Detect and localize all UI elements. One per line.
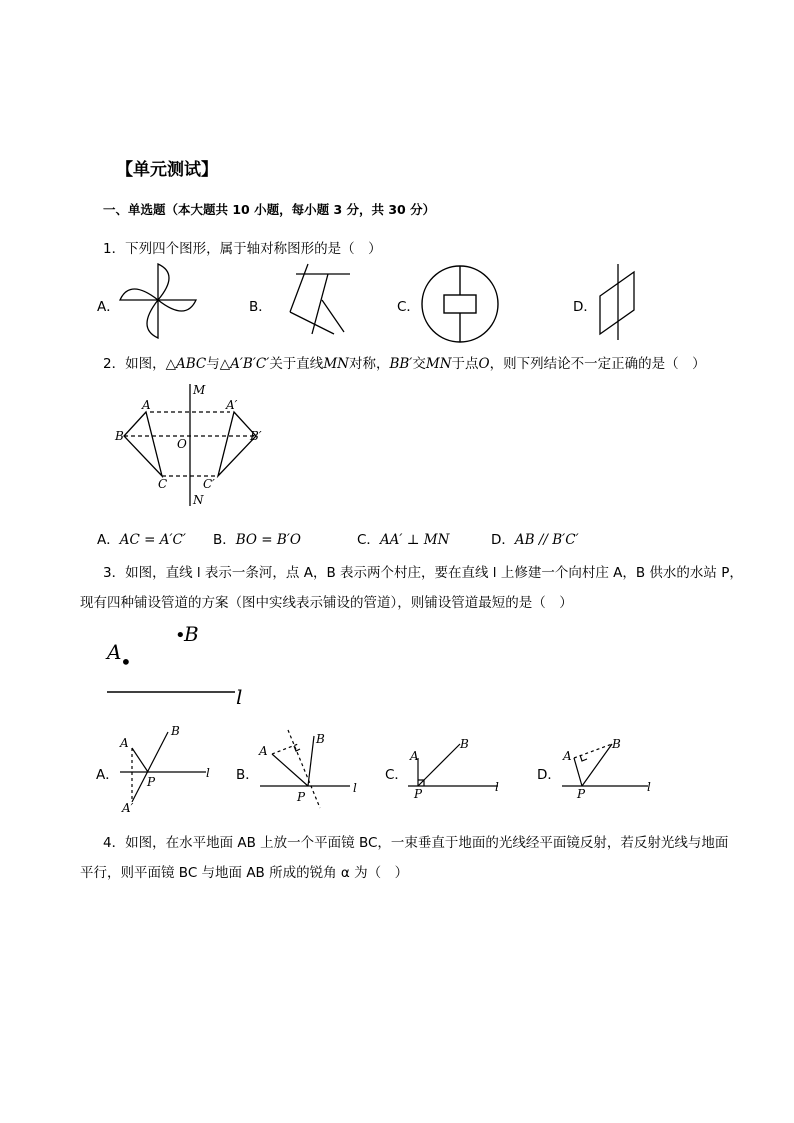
label-o: O (177, 437, 187, 451)
question-3-stem-line2: 现有四种铺设管道的方案（图中实线表示铺设的管道），则铺设管道最短的是（ ） (80, 595, 573, 611)
q1-option-b-label: B． (249, 299, 272, 315)
pinwheel-figure (118, 262, 200, 342)
q3b-label-a: A (259, 744, 268, 758)
q3d-label-b: B (612, 737, 621, 751)
label-a-prime: A′ (226, 398, 238, 412)
q3-option-a-label: A． (96, 767, 119, 783)
village-a-label: A (107, 640, 122, 664)
river-label: l (236, 685, 243, 709)
q3b-label-b: B (316, 732, 325, 746)
label-m: M (193, 383, 206, 397)
q2-option-b: B．BO = B′O (213, 532, 301, 548)
q3a-label-l: l (206, 766, 210, 780)
q3b-label-l: l (353, 781, 357, 795)
village-b-dot: • (175, 625, 186, 646)
q3-option-d-figure (560, 738, 660, 793)
village-b-label: B (184, 622, 199, 646)
q1-option-a-label: A． (97, 299, 120, 315)
q3-option-c-label: C． (385, 767, 408, 783)
q2-option-c: C．AA′ ⊥ MN (357, 532, 450, 548)
q3a-label-b: B (171, 724, 180, 738)
river-line (107, 690, 237, 694)
label-c: C (158, 477, 168, 491)
label-b-prime: B′ (250, 429, 262, 443)
village-a-dot: • (120, 650, 132, 674)
q3-option-d-label: D． (537, 767, 561, 783)
q2-option-d: D．AB // B′C′ (491, 532, 579, 548)
question-2-stem: 2．如图，△ABC与△A′B′C′关于直线MN对称，BB′交MN于点O，则下列结论不一定正确的是（ ） (103, 356, 706, 372)
q3c-label-p: P (414, 787, 423, 801)
label-n: N (193, 493, 204, 507)
circle-rectangle-figure (418, 262, 502, 346)
symmetry-figure (110, 380, 280, 510)
question-4-stem-line2: 平行，则平面镜 BC 与地面 AB 所成的锐角 α 为（ ） (80, 865, 409, 881)
parallelogram-figure (594, 262, 642, 342)
q3b-label-p: P (297, 790, 306, 804)
page-title: 【单元测试】 (116, 160, 218, 180)
section-heading: 一、单选题（本大题共 10 小题，每小题 3 分，共 30 分） (103, 202, 436, 217)
q3d-label-a: A (563, 749, 572, 763)
q3-option-b-figure (258, 726, 368, 811)
q3-option-b-label: B． (236, 767, 259, 783)
q2-option-a: A．AC = A′C′ (97, 532, 186, 548)
q3a-label-a: A (120, 736, 129, 750)
q1-option-c-label: C． (397, 299, 420, 315)
label-b: B (115, 429, 124, 443)
pentagon-figure (268, 262, 352, 342)
q3d-label-p: P (577, 787, 586, 801)
q3a-label-a-prime: A′ (122, 801, 134, 815)
q3a-label-p: P (147, 775, 156, 789)
q3-option-c-figure (406, 738, 506, 793)
question-3-stem-line1: 3．如图，直线 l 表示一条河，点 A，B 表示两个村庄，要在直线 l 上修建一个向村庄 A，B 供水的水站 P， (103, 565, 743, 581)
question-4-stem-line1: 4．如图，在水平地面 AB 上放一个平面镜 BC，一束垂直于地面的光线经平面镜反射，若反射光线与地面 (103, 835, 729, 851)
q3c-label-a: A (410, 749, 419, 763)
q3c-label-l: l (495, 780, 499, 794)
q3c-label-b: B (460, 737, 469, 751)
label-a: A (142, 398, 151, 412)
q3d-label-l: l (647, 780, 651, 794)
q1-option-d-label: D． (573, 299, 597, 315)
label-c-prime: C′ (203, 477, 215, 491)
question-1-stem: 1．下列四个图形，属于轴对称图形的是（ ） (103, 241, 382, 257)
